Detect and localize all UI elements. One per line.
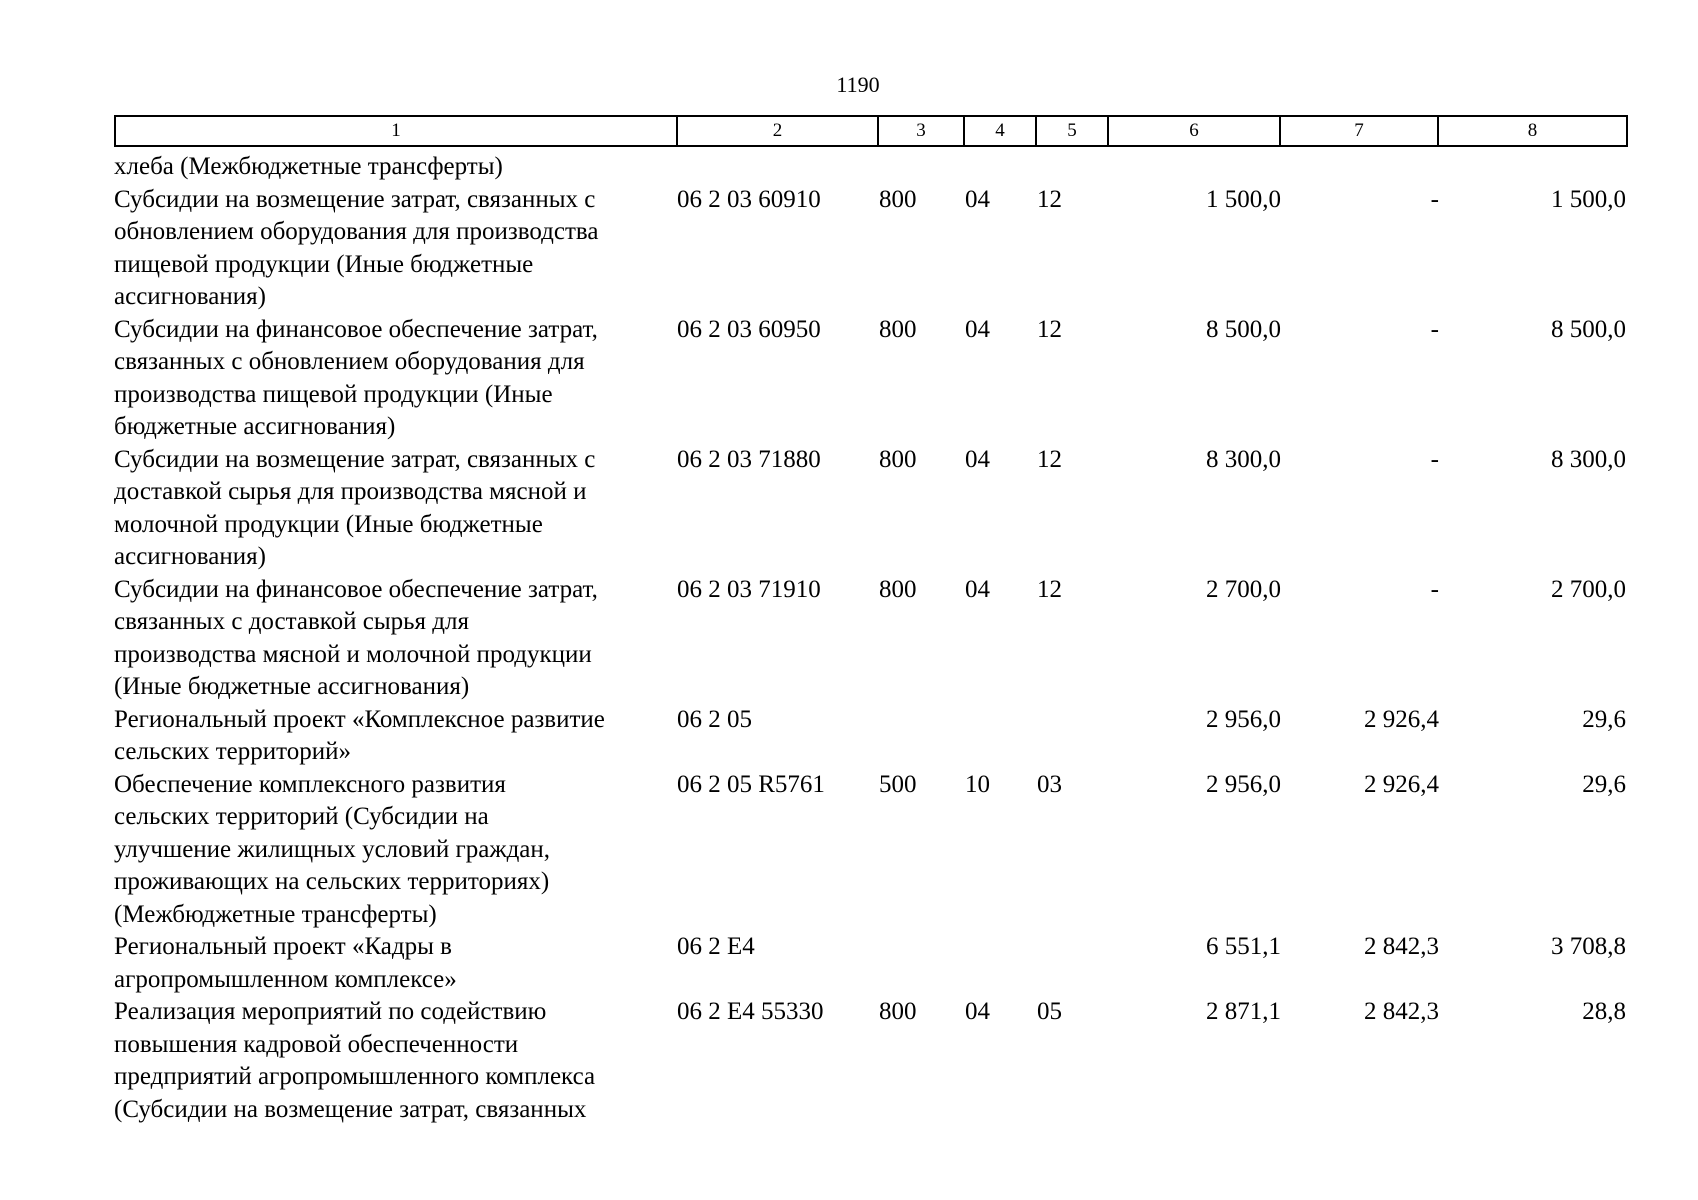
column-header-2: 2 xyxy=(677,116,878,146)
row-col-7: 2 842,3 xyxy=(1364,933,1439,960)
row-col-4: 04 xyxy=(965,998,990,1025)
row-name-line: доставкой сырья для производства мясной и xyxy=(114,478,587,505)
row-col-7: - xyxy=(1430,575,1439,603)
row-name-line: агропромышленном комплексе» xyxy=(114,965,457,993)
row-col-8: 8 300,0 xyxy=(1551,445,1626,473)
row-name-line: (Субсидии на возмещение затрат, связанных xyxy=(114,1095,587,1123)
row-name-line: сельских территорий» xyxy=(114,738,351,765)
row-col-4 xyxy=(965,931,1037,996)
row-col-8: 3 708,8 xyxy=(1551,933,1626,960)
row-col-7: 2 926,4 xyxy=(1364,770,1439,798)
row-col-4: 04 xyxy=(965,575,990,603)
row-col-4 xyxy=(965,704,1037,769)
row-name-line: Субсидии на финансовое обеспечение затрат, xyxy=(114,575,598,603)
row-name xyxy=(114,931,677,996)
row-name-line: производства пищевой продукции (Иные xyxy=(114,380,553,408)
row-col-3: 800 xyxy=(879,445,917,473)
column-header-7: 7 xyxy=(1280,116,1438,146)
row-name-line: Обеспечение комплексного развития xyxy=(114,770,506,798)
row-col-8: 28,8 xyxy=(1582,998,1626,1025)
row-name-line: (Межбюджетные трансферты) xyxy=(114,900,437,928)
row-code: 06 2 05 R5761 xyxy=(677,770,825,798)
row-col-7: 2 926,4 xyxy=(1364,705,1439,733)
row-col-3 xyxy=(879,931,965,996)
row-col-7: - xyxy=(1430,445,1439,473)
table-row xyxy=(114,769,1626,932)
row-name-line: (Иные бюджетные ассигнования) xyxy=(114,673,470,700)
column-header-4: 4 xyxy=(964,116,1036,146)
row-code: 06 2 03 60910 xyxy=(677,185,821,213)
column-header-6: 6 xyxy=(1108,116,1280,146)
row-name-line: бюджетные ассигнования) xyxy=(114,413,396,440)
row-name-line: Региональный проект «Комплексное развитие xyxy=(114,705,605,733)
row-name-line: молочной продукции (Иные бюджетные xyxy=(114,510,543,538)
row-col-3: 800 xyxy=(879,185,917,213)
row-name-line: предприятий агропромышленного комплекса xyxy=(114,1063,596,1090)
table-row xyxy=(114,314,1626,444)
page-number: 1190 xyxy=(836,72,880,97)
row-name-line: хлеба (Межбюджетные трансферты) xyxy=(114,153,503,180)
row-code xyxy=(677,151,879,184)
table-header xyxy=(114,115,1628,147)
row-name xyxy=(114,704,677,769)
column-header-1: 1 xyxy=(115,116,677,146)
row-col-3 xyxy=(879,151,965,184)
row-col-3: 500 xyxy=(879,770,917,798)
row-col-5: 12 xyxy=(1037,575,1062,603)
row-code: 06 2 05 xyxy=(677,705,752,733)
row-name-line: пищевой продукции (Иные бюджетные xyxy=(114,250,534,278)
row-col-8: 29,6 xyxy=(1582,705,1626,733)
table-row xyxy=(114,184,1626,314)
row-col-4: 04 xyxy=(965,445,990,473)
row-col-4: 04 xyxy=(965,315,990,343)
row-col-6: 8 300,0 xyxy=(1206,445,1281,473)
row-code: 06 2 E4 55330 xyxy=(677,998,824,1025)
row-col-6: 6 551,1 xyxy=(1206,933,1281,960)
table-row xyxy=(114,574,1626,704)
row-name xyxy=(114,574,677,704)
row-col-8: 1 500,0 xyxy=(1551,185,1626,213)
row-col-3: 800 xyxy=(879,998,917,1025)
row-col-4: 04 xyxy=(965,185,990,213)
row-name xyxy=(114,184,677,314)
row-name xyxy=(114,444,677,574)
row-col-8: 29,6 xyxy=(1582,770,1626,798)
row-name xyxy=(114,151,677,184)
row-col-7 xyxy=(1281,151,1439,184)
row-col-5 xyxy=(1037,151,1109,184)
row-col-6: 2 956,0 xyxy=(1206,705,1281,733)
row-name-line: повышения кадровой обеспеченности xyxy=(114,1030,519,1058)
budget-table xyxy=(114,151,1626,1126)
row-code: 06 2 03 71880 xyxy=(677,445,821,473)
table-row xyxy=(114,931,1626,996)
row-name xyxy=(114,769,677,932)
row-name-line: ассигнования) xyxy=(114,543,266,570)
row-name-line: обновлением оборудования для производства xyxy=(114,218,599,245)
row-name xyxy=(114,996,677,1126)
row-code: 06 2 E4 xyxy=(677,933,755,960)
row-col-6: 1 500,0 xyxy=(1206,185,1281,213)
row-col-8 xyxy=(1439,151,1626,184)
row-col-5 xyxy=(1037,931,1109,996)
column-header-5: 5 xyxy=(1036,116,1108,146)
row-name xyxy=(114,314,677,444)
row-name-line: улучшение жилищных условий граждан, xyxy=(114,835,551,863)
row-code: 06 2 03 60950 xyxy=(677,315,821,343)
row-name-line: Субсидии на возмещение затрат, связанных с xyxy=(114,185,596,213)
row-col-7: - xyxy=(1430,185,1439,213)
row-col-6: 2 871,1 xyxy=(1206,998,1281,1025)
row-name-line: связанных с обновлением оборудования для xyxy=(114,348,585,375)
row-col-5: 05 xyxy=(1037,998,1062,1025)
row-col-3: 800 xyxy=(879,315,917,343)
row-name-line: производства мясной и молочной продукции xyxy=(114,640,592,668)
row-col-5: 03 xyxy=(1037,770,1062,798)
row-name-line: связанных с доставкой сырья для xyxy=(114,608,470,635)
table-row xyxy=(114,444,1626,574)
row-code: 06 2 03 71910 xyxy=(677,575,821,603)
row-col-3 xyxy=(879,704,965,769)
table-row xyxy=(114,151,1626,184)
table-row xyxy=(114,704,1626,769)
row-col-6 xyxy=(1109,151,1281,184)
row-name-line: ассигнования) xyxy=(114,283,266,310)
row-col-8: 8 500,0 xyxy=(1551,315,1626,343)
table-row xyxy=(114,996,1626,1126)
row-name-line: Региональный проект «Кадры в xyxy=(114,933,452,960)
row-name-line: сельских территорий (Субсидии на xyxy=(114,803,489,830)
row-col-6: 2 956,0 xyxy=(1206,770,1281,798)
row-name-line: Субсидии на возмещение затрат, связанных с xyxy=(114,445,596,473)
row-col-7: - xyxy=(1430,315,1439,343)
row-col-5: 12 xyxy=(1037,315,1062,343)
row-col-5: 12 xyxy=(1037,185,1062,213)
row-col-4: 10 xyxy=(965,770,990,798)
row-col-6: 2 700,0 xyxy=(1206,575,1281,603)
row-col-4 xyxy=(965,151,1037,184)
column-header-8: 8 xyxy=(1438,116,1627,146)
row-col-5: 12 xyxy=(1037,445,1062,473)
row-name-line: Реализация мероприятий по содействию xyxy=(114,998,547,1025)
row-col-8: 2 700,0 xyxy=(1551,575,1626,603)
row-col-5 xyxy=(1037,704,1109,769)
row-name-line: проживающих на сельских территориях) xyxy=(114,868,550,895)
column-header-3: 3 xyxy=(878,116,964,146)
row-col-7: 2 842,3 xyxy=(1364,998,1439,1025)
row-name-line: Субсидии на финансовое обеспечение затрат, xyxy=(114,315,598,343)
row-col-6: 8 500,0 xyxy=(1206,315,1281,343)
row-col-3: 800 xyxy=(879,575,917,603)
